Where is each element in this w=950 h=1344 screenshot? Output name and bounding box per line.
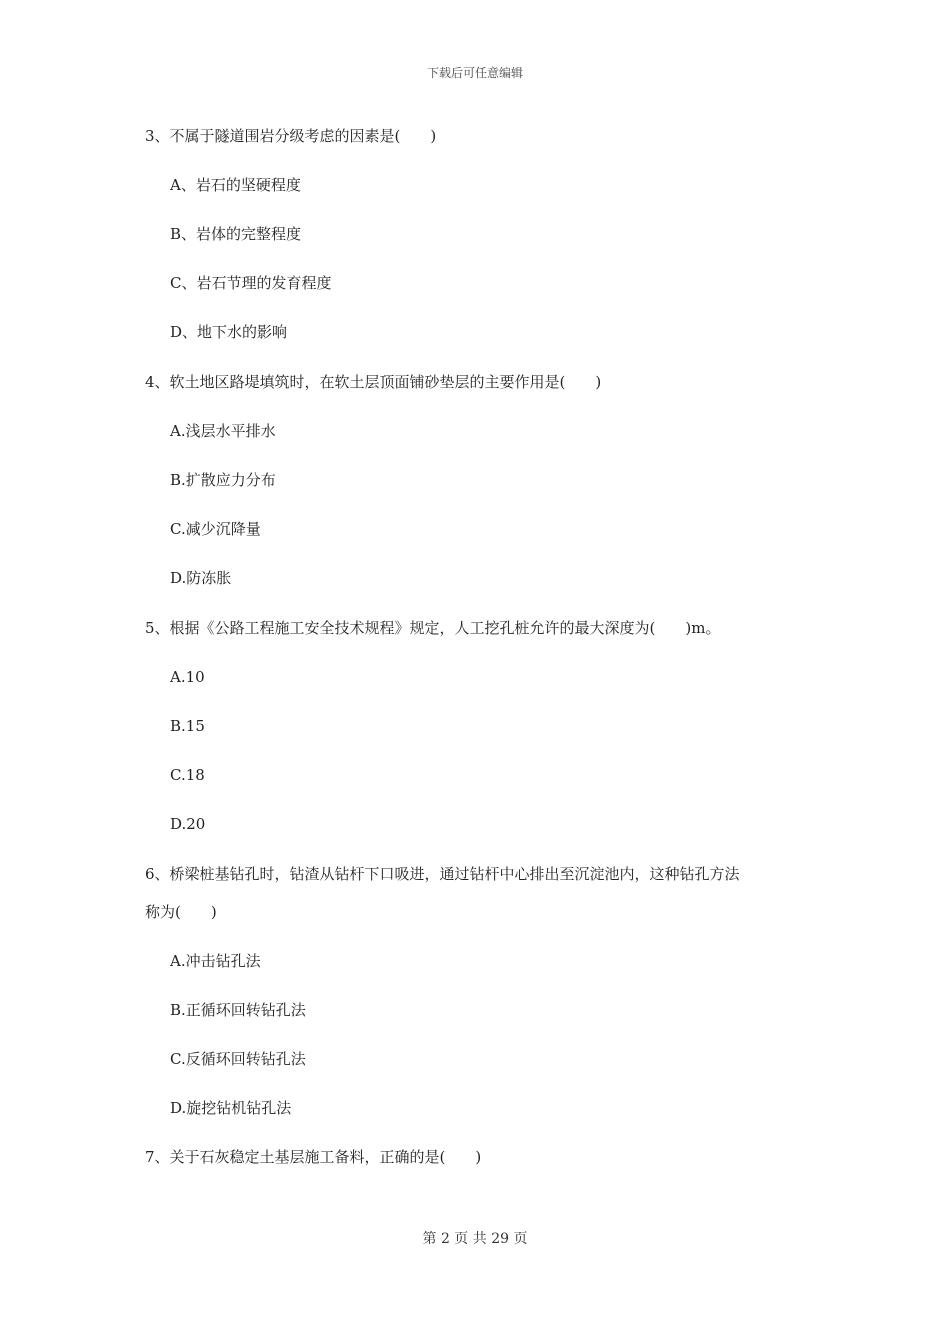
question-4-option-a: A.浅层水平排水 — [170, 422, 276, 440]
question-5-option-c: C.18 — [170, 766, 205, 784]
question-3-option-a: A、岩石的坚硬程度 — [170, 176, 301, 194]
question-5-stem: 5、根据《公路工程施工安全技术规程》规定，人工挖孔桩允许的最大深度为( )m。 — [145, 619, 721, 637]
page-header: 下载后可任意编辑 — [426, 66, 523, 80]
question-3-option-b: B、岩体的完整程度 — [170, 225, 302, 243]
question-6-stem-line-2: 称为( ) — [145, 903, 217, 921]
question-4-option-d: D.防冻胀 — [170, 569, 232, 587]
question-4-option-b: B.扩散应力分布 — [170, 471, 276, 489]
question-7-stem: 7、关于石灰稳定土基层施工备料，正确的是( ) — [145, 1148, 482, 1166]
question-6-option-d: D.旋挖钻机钻孔法 — [170, 1099, 292, 1117]
question-5-option-a: A.10 — [170, 668, 205, 686]
question-3-option-d: D、地下水的影响 — [170, 323, 288, 341]
question-4-stem: 4、软土地区路堤填筑时，在软土层顶面铺砂垫层的主要作用是( ) — [145, 373, 602, 391]
question-5-option-b: B.15 — [170, 717, 205, 735]
question-3-stem: 3、不属于隧道围岩分级考虑的因素是( ) — [145, 127, 437, 145]
question-6-option-c: C.反循环回转钻孔法 — [170, 1050, 306, 1068]
question-3-option-c: C、岩石节理的发育程度 — [170, 274, 332, 292]
question-6-stem-line-1: 6、桥梁桩基钻孔时，钻渣从钻杆下口吸进，通过钻杆中心排出至沉淀池内，这种钻孔方法 — [145, 865, 740, 883]
page-footer: 第 2 页 共 29 页 — [422, 1231, 528, 1247]
question-5-option-d: D.20 — [170, 815, 206, 833]
question-6-option-a: A.冲击钻孔法 — [170, 952, 261, 970]
question-6-option-b: B.正循环回转钻孔法 — [170, 1001, 306, 1019]
question-4-option-c: C.减少沉降量 — [170, 520, 261, 538]
